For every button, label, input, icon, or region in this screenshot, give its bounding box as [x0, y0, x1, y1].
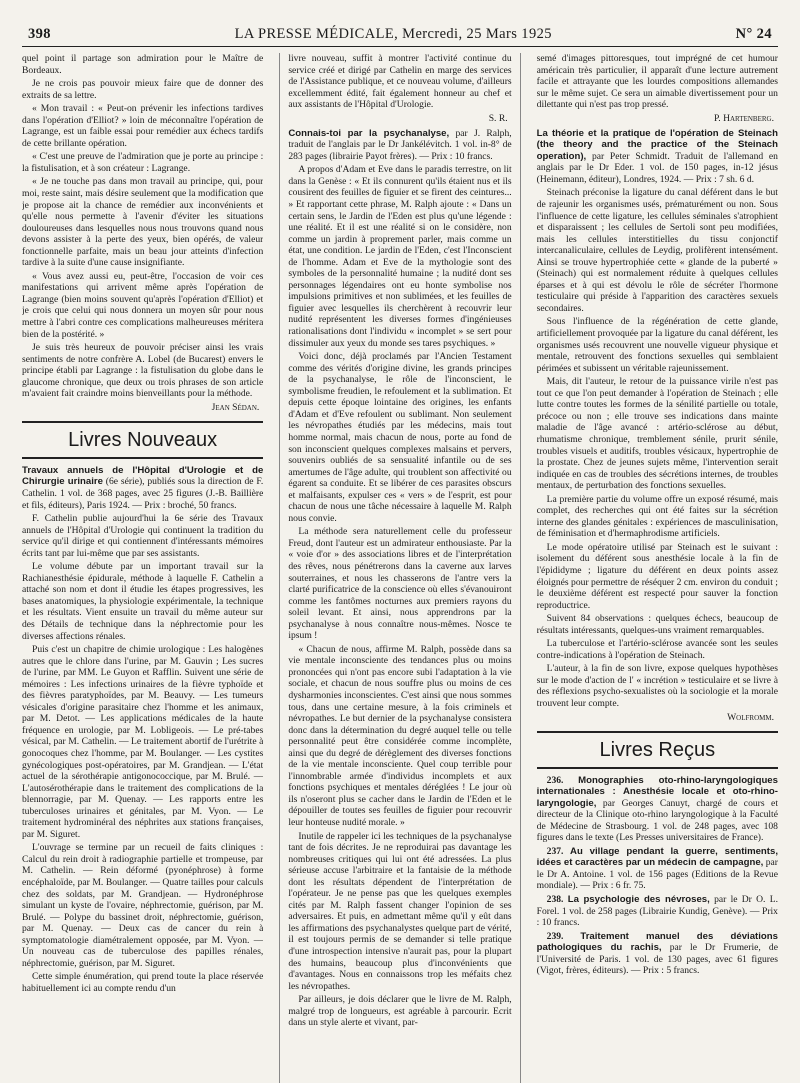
entry-meta: par le Dr A. Antoine. 1 vol. de 156 pages (Editions de la Revue mondiale). — Prix : 6 fr. 75. — [536, 857, 778, 892]
paragraph: La tuberculose et l'artério-sclérose avancée sont les seules contre-indications à l'opération de Steinach. — [536, 638, 778, 661]
author-signature: Jean Sédan. — [211, 401, 260, 413]
review-heading — [22, 465, 263, 511]
paragraph: Par ailleurs, je dois déclarer que le livre de M. Ralph, malgré trop de longueurs, est agréable à parcourir. Ecrit dans un style alerte et vivant, par- — [288, 994, 512, 1029]
issue-number: N° 24 — [735, 26, 772, 42]
paragraph: « Mon travail : « Peut-on prévenir les infections tardives dans l'opération d'Elliot? » loin de méconnaître l'opération de Lagrange, est un faible essai pour remédier aux échecs tardifs de cette brillante opération. — [22, 103, 264, 149]
paragraph: quel point il partage son admiration pour le Maître de Bordeaux. — [22, 53, 264, 76]
page-number: 398 — [28, 26, 51, 42]
masthead: LA PRESSE MÉDICALE, Mercredi, 25 Mars 1925 — [234, 26, 552, 42]
entry-title: La psychologie des névroses, — [567, 894, 710, 905]
paragraph: Sous l'influence de la régénération de cette glande, artificiellement provoquée par la ligature du canal déférent, les organismes usés recouvrent une nouvelle vigueur physique et mentale, retrouvent des fonctions sexuelles qui semblaient périmées et subissent un véritable rajeunissement. — [536, 316, 778, 374]
paragraph: Cette simple énumération, qui prend toute la place réservée habituellement ici au compte rendu d'un — [22, 971, 264, 994]
column-right — [537, 53, 778, 1083]
entry-meta: par Georges Canuyt, chargé de cours et directeur de la Clinique oto-rhino laryngologique à la Faculté de Médecine de Strasbourg. 1 vol. de 248 pages, avec 108 figures dans le texte (Les Presses universitaires de France). — [536, 797, 778, 844]
review-meta: (6e série), publiés sous la direction de F. Cathelin. 1 vol. de 368 pages, avec 25 figures (J.-B. Baillière et fils, éditeurs), Paris 1924. — Prix : broché, 50 francs. — [22, 476, 264, 511]
received-book-entry — [537, 931, 778, 977]
received-book-entry — [537, 846, 778, 892]
section-title-livres-recus: Livres Reçus — [537, 731, 778, 769]
section-title-livres-nouveaux: Livres Nouveaux — [22, 421, 263, 459]
paragraph: Voici donc, déjà proclamés par l'Ancien Testament comme des vérités d'origine divine, les grands principes de la psychanalyse, le rôle de l'inconscient, le symbolisme freudien, le refoulement et la sublimation. Et depuis cette époque lointaine des origines, les enfants d'Adam et d'Eve refoulent ou sublimant. Non seulement les névropathes étudiés par les médecins, mais tout homme normal, mais chacun de nous, porte au fond de son inconscient quelques complexes malsains et pervers, souvenirs oubliés de sa sensualité infantile ou de ses amertumes de l'âge adulte, qui troublent son affectivité ou égarent sa conduite. Et se libérer de ces parasites obscurs et malfaisants, expulser ces « vers » de l'esprit, est pour chacun de nous une tâche nécessaire à laquelle M. Ralph nous convie. — [288, 351, 512, 524]
entry-meta: par le Dr Frumerie, de l'Université de Paris. 1 vol. de 130 pages, avec 61 figures (Vigot, frères, éditeurs). — Prix : 5 francs. — [536, 942, 778, 977]
review-title: La théorie et la pratique de l'opération de Steinach (the theory and the practice of the Steinach operation), — [536, 127, 778, 162]
review-heading — [288, 128, 511, 163]
author-signature: Wolfromm. — [727, 711, 774, 723]
paragraph: F. Cathelin publie aujourd'hui la 6e série des Travaux annuels de l'Hôpital d'Urologie qui continuent la tradition du service qu'il dirige et qui contiennent d'intéressants mémoires écrits tant par lui-même que par ses assistants. — [22, 513, 264, 559]
paragraph: Steinach préconise la ligature du canal déférent dans le but de rajeunir les organismes usés, prématurément ou non. Sous l'influence de cette ligature, les cellules séminales s'atrophient et disparaissent ; les cellules de Sertoli sont peu modifiées, mais les cellules interstitielles du tissu conjonctif intercanaliculaire, cellules de Leydig, prolifèrent intensément. Ainsi se trouve hypertrophiée cette « glande de la puberté » (Steinach) qui est normalement réduite à quelques cellules éparses et à qui est dévolu le rôle de sécréter l'hormone testiculaire qui préside à l'apparition des caractères sexuels secondaires. — [536, 187, 778, 314]
review-meta: par J. Ralph, traduit de l'anglais par le Dr Jankélévitch. 1 vol. in-8° de 283 pages (librairie Payot frères). — Prix : 10 francs. — [288, 127, 512, 162]
review-heading — [537, 128, 778, 186]
entry-title: Au village pendant la guerre, sentiments, idées et caractères par un médecin de campagne, — [536, 845, 778, 869]
entry-title: Monographies oto-rhino-laryngologiques internationales : Anesthésie locale et oto-rhino-laryngologie, — [536, 774, 778, 809]
author-signature: P. Hartenberg. — [714, 112, 774, 124]
paragraph: semé d'images pittoresques, tout imprégné de cet humour américain très particulier, il apparaît d'une lecture autrement facile et attrayante que les lourdes compositions allemandes sur le même sujet. Ce sera un aimable divertissement pour un dilettante qui n'est pas trop pressé. — [536, 53, 778, 111]
paragraph: « Vous avez aussi eu, peut-être, l'occasion de voir ces manifestations qui arrivent même après l'opération de Lagrange (bien moins souvent qu'après l'opération d'Elliot) et je crois que celui qui nous donnera un moyen sûr pour nous mettre à l'abri contre ces complications malheureuses méritera bien de la postérité. » — [22, 270, 264, 340]
review-title: Connais-toi par la psychanalyse, — [288, 127, 450, 139]
paragraph: Je suis très heureux de pouvoir préciser ainsi les vrais sentiments de notre confrère A. Lobel (de Bucarest) envers le principe établi par Lagrange : la fistulisation du globe dans le glaucome chronique, que deux ou trois phrases de son article m'avaient fait craindre moins bienveillants pour la méthode. — [22, 342, 264, 400]
column-left — [22, 53, 263, 1083]
paragraph: L'ouvrage se termine par un recueil de faits cliniques : Calcul du rein droit à radiographie partielle et trompeuse, par M. Cathelin. — Rein déformé (pyonéphrose) à forme encéphaloïde, par M. Boulanger. — Quatre tailles pour calculs chez des soldats, par M. Grandjean. — Hydronéphrose simulant un kyste de l'ovaire, néphrectomie, guérison, par M. Brulé. — Polype du bassinet droit, néphrectomie, guérison, par M. Quenay. — Deux cas de cancer du rein à symptomatologie diamétralement opposée, par M. Vyon. — Un nouveau cas de tuberculose des papilles rénales, néphrectomie, guérison, par M. Siguret. — [22, 842, 264, 969]
paragraph: Je ne crois pas pouvoir mieux faire que de donner des extraits de sa lettre. — [22, 78, 264, 101]
paragraph: « Chacun de nous, affirme M. Ralph, possède dans sa vie mentale inconsciente des tendances plus ou moins prononcées qui n'ont pas encore subi l'adaptation à la vie sociale, et chacun de nous souffre plus ou moins de ces dysharmonies inconscientes. C'est ainsi que nous sommes tous, dans une certaine mesure, à la fois criminels et névropathes. Le but dernier de la psychanalyse consistera donc dans la détermination du degré auquel telle ou telle personnalité peut être considérée comme incomplète, ainsi que du degré de dérèglement des diverses fonctions de la vie mentale inconsciente. Quel coup terrible pour l'innombrable armée d'individus incomplets et aux fonctions psychiques et mentales déréglées ! Le jour où ils n'oseront plus se cacher dans le Jardin de l'Eden et le dépouiller de toutes ses feuilles de figuier pour recouvrir leur honteuse nudité morale. » — [288, 643, 512, 828]
paragraph: Le mode opératoire utilisé par Steinach est le suivant : isolement du déférent sous anesthésie locale à la fin de l'épididyme ; ligature du déférent en deux points assez éloignés pour permettre de réséquer 2 cm. environ du conduit ; le deuxième déférent est respecté pour sauver la fonction reproductrice. — [536, 541, 778, 611]
paragraph: Inutile de rappeler ici les techniques de la psychanalyse tant de fois décrites. Je ne reproduirai pas davantage les nombreuses critiques qui lui ont été adressées. La plus sérieuse accuse l'arbitraire et la fantaisie de la méthode dont les résultats dépendent de l'interprétation de l'opérateur. Je ne pense pas que les quelques exemples cités par M. Ralph fassent changer l'opinion de ses adversaires. Et puis, en admettant même qu'il y eût dans les affirmations des psychanalystes quelque part de vérité, il est toujours permis de se demander si telle pratique d'une introspection intensive n'aurait pas, pour la plupart des humains, beaucoup plus d'inconvénients que d'avantages. Nous en connaissons trop les méfaits chez les névropathes. — [288, 830, 512, 992]
paragraph: L'auteur, à la fin de son livre, expose quelques hypothèses sur le mode d'action de l' « incrétion » testiculaire et se livre à des réflexions psycho-sexualistes où la sociologie et la morale trouvent leur compte. — [536, 663, 778, 709]
paragraph: La méthode sera naturellement celle du professeur Freud, dont l'auteur est un admirateur enthousiaste. Par la « voie d'or » des associations libres et de l'interprétation des rêves, nous pénétrerons dans la caverne aux larves souterraines, et nous les chasserons de l'antre vers la clarté purificatrice de la conscience où elles s'évanouiront comme les fantômes nocturnes aux premiers rayons du soleil levant. Et ainsi, nous apprendrons par la psychanalyse à nous connaître nous-mêmes. Nosce te ipsum ! — [288, 526, 512, 642]
review-title: Travaux annuels de l'Hôpital d'Urologie et de Chirurgie urinaire — [22, 464, 264, 488]
page-header — [22, 26, 778, 47]
entry-number: 236. — [546, 774, 564, 786]
paragraph: Le volume débute par un important travail sur la Rachianesthésie épidurale, méthode à laquelle F. Cathelin a attaché son nom et dont il étudie les étapes progressives, les bases anatomiques, la physiologie expérimentale, la technique et les résultats. Vient ensuite un travail du même auteur sur des Détails de technique dans la néphrectomie pour les diverses affections rénales. — [22, 561, 264, 642]
column-middle — [279, 53, 520, 1083]
paragraph: Puis c'est un chapitre de chimie urologique : Les halogènes autres que le chlore dans l'urine, par M. Gauvin ; Les sucres de l'urine, par MM. Le Guyon et Rafflin. Suivent une série de mémoires : Les infections urinaires de la fièvre typhoïde et des fièvres paratyphoïdes, par M. Beauvy. — Les tumeurs vésicales d'origine parasitaire chez l'homme et les animaux, par M. Detot. — Les applications médicales de la haute fréquence en urologie, par M. Lobligeois. — Le pré-tabes vésical, par M. Cathelin. — Le traitement abortif de l'urétrite à gonocoques chez l'homme, par M. Boulanger. — Les cystites gynécologiques post-opératoires, par M. Grandjean. — L'état actuel de la sérothérapie antigonococcique, par M. Brulé. — L'autosérothérapie dans le traitement des complications de la blennorragie, par M. Quenay. — Les rapports entre les tuberculoses urinaires et génitales, par M. Vyon. — Le traitement hydrominéral des néphrites aux stations françaises, par M. Siguret. — [22, 644, 264, 840]
author-signature: S. R. — [488, 112, 508, 124]
paragraph: Suivent 84 observations : quelques échecs, beaucoup de résultats intéressants, quelques-uns vraiment remarquables. — [536, 613, 778, 636]
entry-number: 239. — [546, 930, 564, 942]
received-book-entry — [537, 894, 778, 929]
paragraph: « Je ne touche pas dans mon travail au principe, qui, pour moi, reste saint, mais désire seulement que la modification que je propose ait la chance de remédier aux inconvénients et qu'elle nous permette à l'avenir d'éviter les situations douloureuses dans lesquelles nous nous trouvons quand nous devons assister à la perte des yeux, bien opérés, de valeur fonctionnelle parfaite, mais un beau jour atteints d'infection tardive à la suite d'une cause insignifiante. — [22, 176, 264, 269]
review-meta: par Peter Schmidt. Traduit de l'allemand en anglais par le Dr Eder. 1 vol. de 150 pages, in-12 jésus (Heinemann, éditeur), Londres, 1924. — Prix : 7 sh. 6 d. — [536, 150, 778, 185]
paragraph: La première partie du volume offre un exposé résumé, mais complet, des recherches qui ont été faites sur la sécrétion interne des glandes génitales : expériences de masculinisation, de féminisation et d'hermaphrodisme artificiels. — [536, 493, 778, 540]
paragraph: livre nouveau, suffit à montrer l'activité continue du service créé et dirigé par Cathelin en marge des services de l'Assistance publique, et ce nouveau volume, d'ailleurs excellemment édité, fait également honneur au chef et aux assistants de l'Hôpital d'Urologie. — [288, 53, 512, 111]
entry-number: 238. — [546, 894, 564, 905]
paragraph: A propos d'Adam et Eve dans le paradis terrestre, on lit dans la Genèse : « Et ils connurent qu'ils étaient nus et ils cousirent des feuilles de figuier et se firent des ceintures... » Et rapportant cette phrase, M. Ralph ajoute : « Dans un certain sens, le Jardin de l'Eden est plus qu'une légende : une réalité. Et il est une réalité si on le considère, non comme un jardin à proprement parler, mais comme un état, une condition. Le jardin de l'Eden, c'est l'Inconscient de l'homme. Adam et Eve de la mythologie sont des symboles de la personnalité humaine ; la nudité dont ses personnages légendaires ont eu honte symbolise nos impulsions primitives et non sublimées, et les feuilles de figuier avec lesquelles ils cherchèrent à recouvrir leur nudité représentent les diverses formes d'ingénieuses rationalisations dont l'individu « incomplet » se sert pour dissimuler aux yeux du monde ses tares psychiques. » — [288, 164, 512, 349]
paragraph: Mais, dit l'auteur, le retour de la puissance virile n'est pas tout ce que l'on peut demander à l'opération de Steinach ; elle lutte contre toutes les formes de la sénilité partielle ou totale, précoce ou non ; elle trouve ses indications dans mainte maladie de l'âge avancé : artério-sclérose au début, rhumatisme chronique, tremblement sénile, prurit sénile, troubles visuels et auditifs, troubles vésicaux, hypertrophie de la prostate. Chez de jeunes sujets même, l'intervention serait indiquée en cas de troubles des sécrétions internes, de troubles mentaux, de perturbation des fonctions sexuelles. — [536, 376, 778, 492]
entry-number: 237. — [546, 845, 564, 857]
entry-meta: par le Dr O. L. Forel. 1 vol. de 258 pages (Librairie Kundig, Genève). — Prix : 10 francs. — [536, 894, 778, 929]
received-book-entry — [537, 775, 778, 844]
entry-title: Traitement manuel des déviations pathologiques du rachis, — [536, 930, 778, 954]
text-columns — [22, 53, 778, 1083]
paragraph: « C'est une preuve de l'admiration que je porte au principe : la fistulisation, et à son créateur : Lagrange. — [22, 151, 264, 174]
